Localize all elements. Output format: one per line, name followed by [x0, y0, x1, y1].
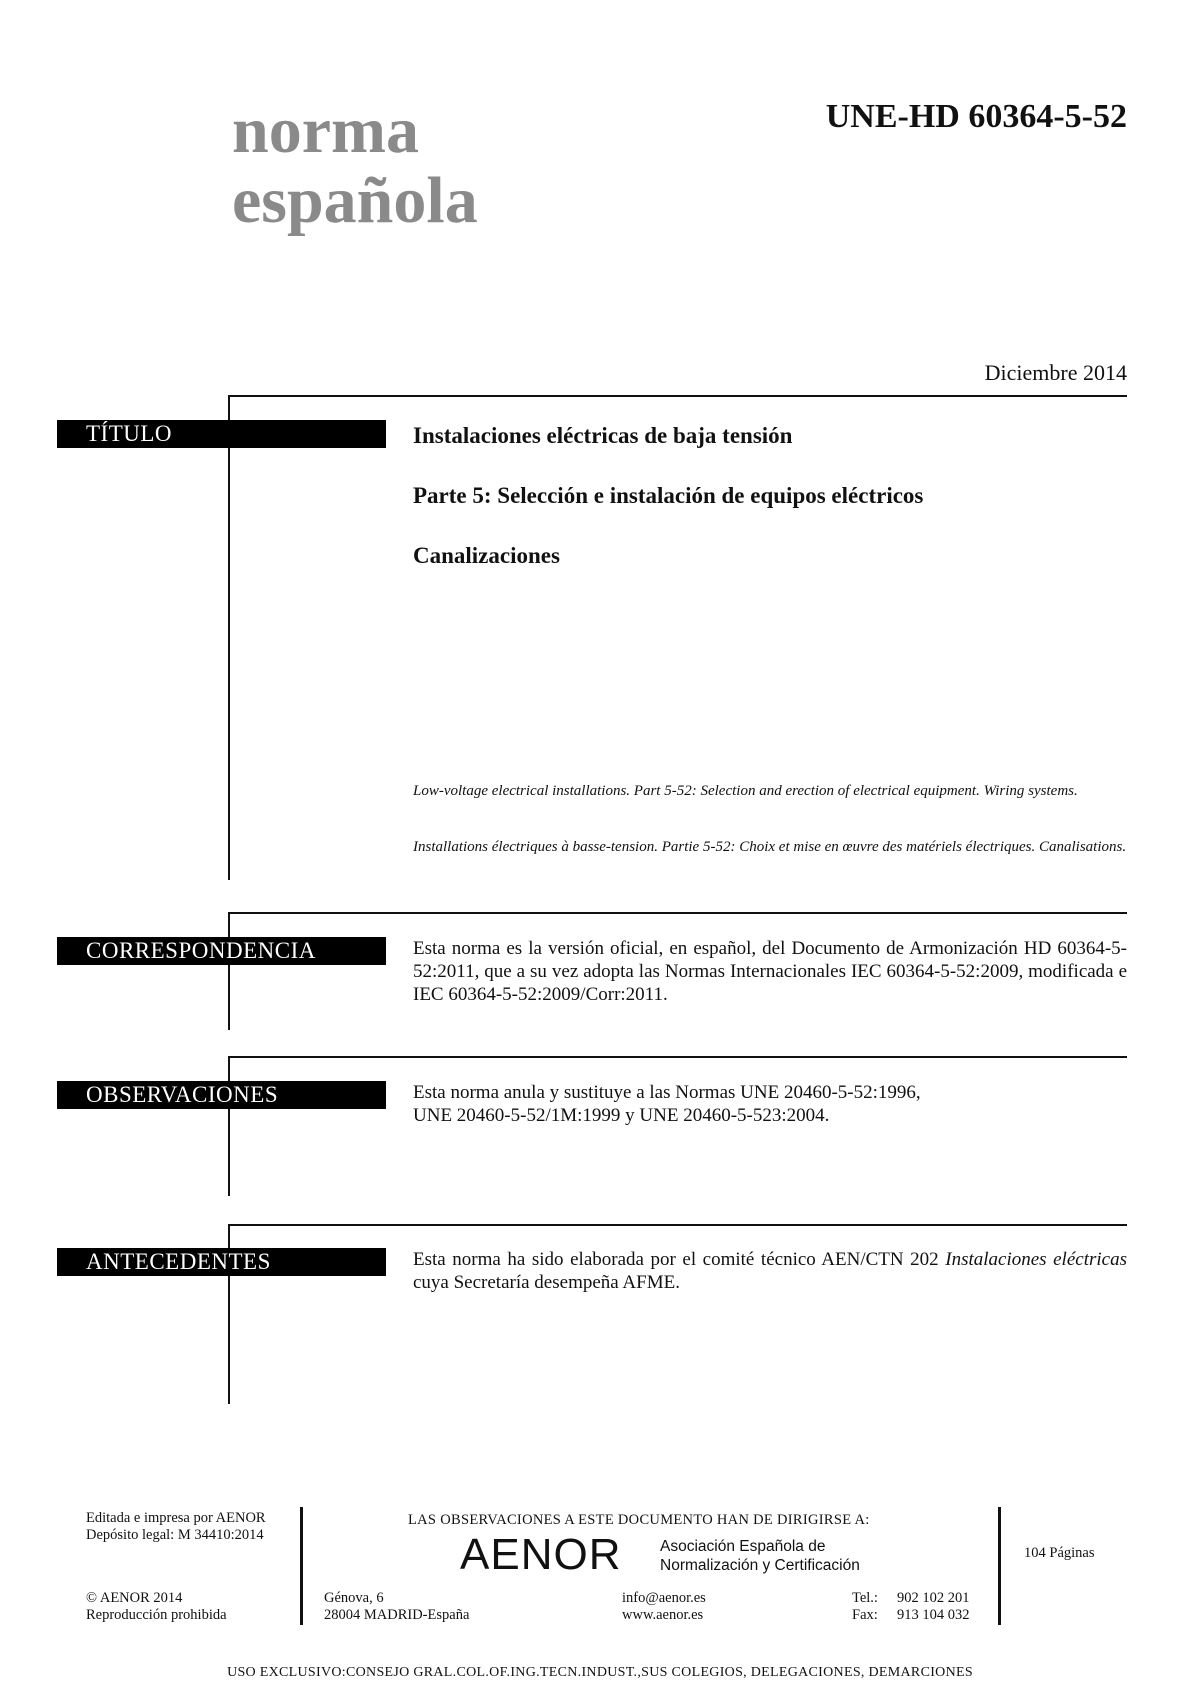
restriction-note: USO EXCLUSIVO:CONSEJO GRAL.COL.OF.ING.TECN.INDUST.,SUS COLEGIOS, DELEGACIONES, DEMARCIONES	[227, 1665, 973, 1680]
section-label-titulo: TÍTULO	[57, 420, 386, 448]
address-line-1: Génova, 6	[324, 1590, 384, 1606]
observaciones-line-2: UNE 20460-5-52/1M:1999 y UNE 20460-5-523:2004.	[413, 1105, 830, 1126]
antecedentes-committee-name: Instalaciones eléctricas	[945, 1249, 1127, 1270]
org-name-line-2: Normalización y Certificación	[660, 1557, 860, 1574]
legal-deposit: Depósito legal: M 34410:2014	[86, 1527, 264, 1543]
footer-contact-web	[622, 1590, 706, 1624]
fax-label: Fax:	[852, 1607, 878, 1623]
observations-heading: LAS OBSERVACIONES A ESTE DOCUMENTO HAN DE DIRIGIRSE A:	[408, 1512, 870, 1528]
correspondencia-top-rule	[228, 912, 1127, 914]
aenor-org-name	[660, 1537, 860, 1575]
observaciones-vertical-rule	[228, 1056, 230, 1196]
antecedentes-text-end: cuya Secretaría desempeña AFME.	[413, 1272, 680, 1293]
reproduction-notice: Reproducción prohibida	[86, 1607, 227, 1623]
footer-phone-labels	[852, 1590, 878, 1624]
antecedentes-text	[413, 1248, 1127, 1294]
norma-espanola-line2: española	[232, 164, 478, 237]
observaciones-top-rule	[228, 1056, 1127, 1058]
correspondencia-text: Esta norma es la versión oficial, en español, del Documento de Armonización HD 60364-5-52:2011, que a su vez adopta las Normas Internacionales IEC 60364-5-52:2009, modificada e IEC 60364-5-52:2009/Corr:2011.	[413, 938, 1127, 1005]
footer-edition-info	[86, 1510, 266, 1544]
edited-by: Editada e impresa por AENOR	[86, 1510, 266, 1526]
observaciones-text	[413, 1081, 1127, 1127]
antecedentes-text-start: Esta norma ha sido elaborada por el comité técnico AEN/CTN 202	[413, 1249, 946, 1270]
footer-copyright-info	[86, 1590, 227, 1624]
correspondencia-vertical-rule	[228, 912, 230, 1030]
org-name-line-1: Asociación Española de	[660, 1538, 826, 1555]
page-count: 104 Páginas	[1024, 1545, 1095, 1561]
footer-phone-values	[897, 1590, 970, 1624]
titulo-vertical-rule	[228, 395, 230, 880]
section-label-correspondencia: CORRESPONDENCIA	[57, 937, 386, 965]
observaciones-line-1: Esta norma anula y sustituye a las Normas UNE 20460-5-52:1996,	[413, 1082, 921, 1103]
antecedentes-top-rule	[228, 1224, 1127, 1226]
footer-address	[324, 1590, 469, 1624]
email-link[interactable]: info@aenor.es	[622, 1590, 706, 1606]
address-line-2: 28004 MADRID-España	[324, 1607, 470, 1623]
footer-separator-left	[300, 1507, 303, 1625]
tel-value: 902 102 201	[897, 1590, 970, 1606]
norma-espanola-line1: norma	[232, 94, 419, 167]
french-title: Installations électriques à basse-tension. Partie 5-52: Choix et mise en œuvre des matériels électriques. Canalisations.	[413, 839, 1127, 855]
title-line-3: Canalizaciones	[413, 543, 560, 568]
footer-separator-right	[998, 1507, 1001, 1625]
aenor-logo: AENOR	[460, 1530, 622, 1579]
fax-value: 913 104 032	[897, 1607, 970, 1623]
title-line-2: Parte 5: Selección e instalación de equipos eléctricos	[413, 483, 924, 508]
title-line-1: Instalaciones eléctricas de baja tensión	[413, 423, 793, 448]
section-label-antecedentes: ANTECEDENTES	[57, 1248, 386, 1276]
titulo-top-rule	[228, 395, 1127, 397]
copyright: © AENOR 2014	[86, 1590, 183, 1606]
standard-code: UNE-HD 60364-5-52	[825, 98, 1127, 135]
section-label-observaciones: OBSERVACIONES	[57, 1081, 386, 1109]
website-link[interactable]: www.aenor.es	[622, 1607, 704, 1623]
english-title: Low-voltage electrical installations. Part 5-52: Selection and erection of electrical equipment. Wiring systems.	[413, 783, 1078, 799]
publication-date: Diciembre 2014	[984, 360, 1127, 385]
tel-label: Tel.:	[852, 1590, 878, 1606]
